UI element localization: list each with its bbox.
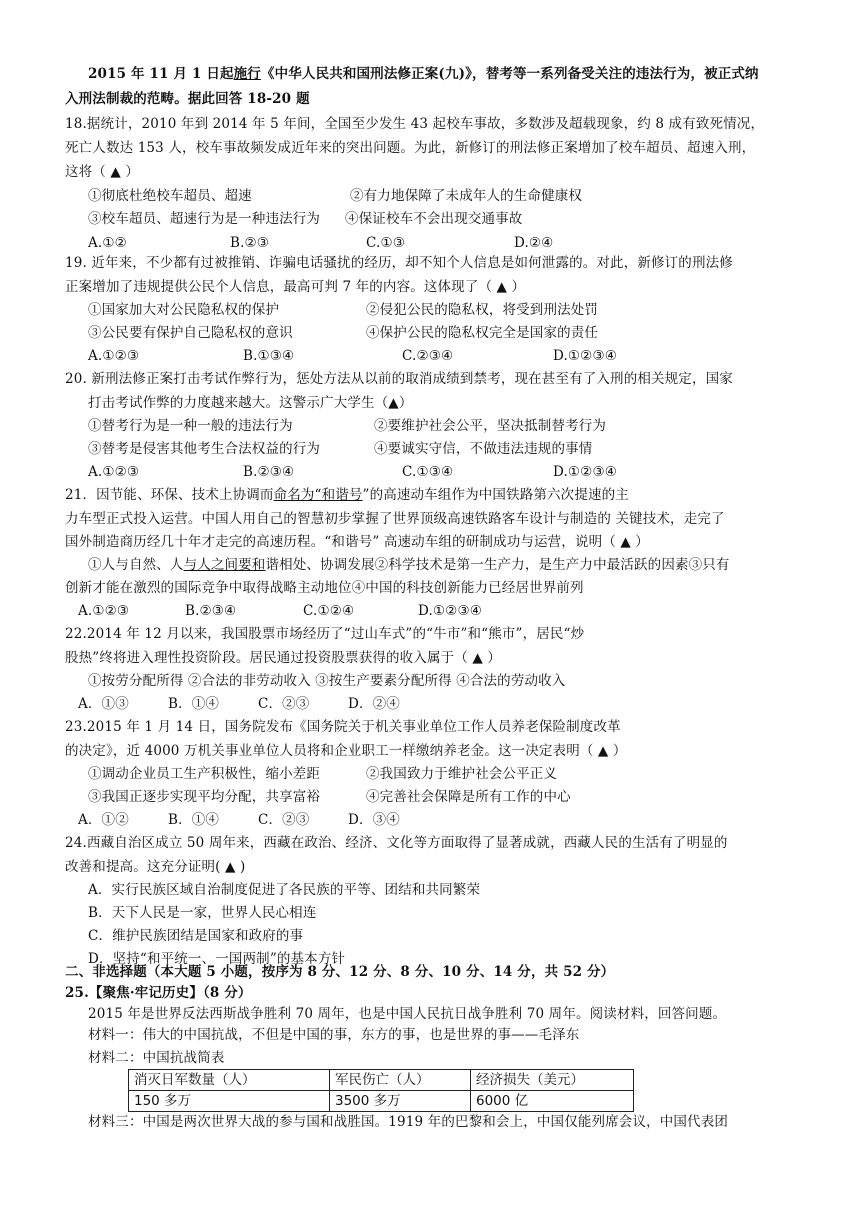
q19-option-b[interactable]: B.①③④ bbox=[243, 348, 295, 364]
q18-option-b[interactable]: B.②③ bbox=[230, 235, 270, 251]
q18-statement-4: ④保证校车不会出现交通事故 bbox=[345, 211, 523, 227]
q18-option-c[interactable]: C.①③ bbox=[366, 235, 405, 251]
q22-option-a[interactable]: A．①③ bbox=[78, 696, 129, 712]
q19-option-a[interactable]: A.①②③ bbox=[88, 348, 140, 364]
table-row bbox=[129, 1091, 634, 1112]
q18-stem-1: 18.据统计，2010 年到 2014 年 5 年间，全国至少发生 43 起校车事故，多数涉及超载现象，约 8 成有致死情况， bbox=[65, 116, 765, 132]
q20-statement-4: ④要诚实守信，不做违法违规的事情 bbox=[374, 441, 593, 457]
q19-stem-1: 19. 近年来，不少都有过被推销、诈骗电话骚扰的经历，却不知个人信息是如何泄露的。对此，新修订的刑法修 bbox=[65, 255, 733, 271]
table-header-cell: 消灭日军数量（人） bbox=[129, 1070, 330, 1091]
material-3: 材料三：中国是两次世界大战的参与国和战胜国。1919 年的巴黎和会上，中国仅能列席会议，中国代表团 bbox=[88, 1114, 728, 1130]
intro-line-1: 2015 年 11 月 1 日起施行《中华人民共和国刑法修正案(九)》，替考等一系列备受关注的违法行为，被正式纳 bbox=[88, 66, 759, 82]
q22-stem-1: 22.2014 年 12 月以来，我国股票市场经历了“过山车式”的“牛市”和“熊市”，居民“炒 bbox=[65, 626, 585, 642]
q20-stem-2: 打击考试作弊的力度越来越大。这警示广大学生（▲） bbox=[88, 395, 413, 411]
war-summary-table bbox=[128, 1069, 634, 1112]
q18-statement-2: ②有力地保障了未成年人的生命健康权 bbox=[350, 188, 583, 204]
q18-statement-1: ①彻底杜绝校车超员、超速 bbox=[88, 188, 252, 204]
q23-option-b[interactable]: B．①④ bbox=[168, 812, 220, 828]
material-2: 材料二：中国抗战简表 bbox=[88, 1050, 225, 1066]
q23-statement-4: ④完善社会保障是所有工作的中心 bbox=[366, 789, 571, 805]
q21-option-a[interactable]: A.①②③ bbox=[78, 603, 130, 619]
q19-option-d[interactable]: D.①②③④ bbox=[553, 348, 617, 364]
q24-option-c[interactable]: C．维护民族团结是国家和政府的事 bbox=[88, 928, 304, 944]
q18-stem-2: 死亡人数达 153 人，校车事故频发成近年来的突出问题。为此，新修订的刑法修正案增加了校车超员、超速入刑， bbox=[65, 140, 756, 156]
q24-option-d[interactable]: D．坚持“和平统一、一国两制”的基本方针 bbox=[88, 951, 346, 967]
q21-option-b[interactable]: B.②③④ bbox=[185, 603, 237, 619]
table-cell: 3500 多万 bbox=[330, 1091, 471, 1112]
q22-option-c[interactable]: C．②③ bbox=[258, 696, 310, 712]
q21-stem-2: 力车型正式投入运营。中国人用自己的智慧初步掌握了世界顶级高速铁路客车设计与制造的 关键技术，走完了 bbox=[65, 511, 725, 527]
q23-option-a[interactable]: A．①② bbox=[78, 812, 129, 828]
q20-statement-2: ②要维护社会公平，坚决抵制替考行为 bbox=[374, 418, 607, 434]
q24-stem-2: 改善和提高。这充分证明( ▲ ) bbox=[65, 859, 246, 875]
q23-statement-1: ①调动企业员工生产积极性，缩小差距 bbox=[88, 766, 321, 782]
q22-statements: ①按劳分配所得 ②合法的非劳动收入 ③按生产要素分配所得 ④合法的劳动收入 bbox=[88, 673, 566, 689]
q19-statement-2: ②侵犯公民的隐私权，将受到刑法处罚 bbox=[366, 302, 599, 318]
q20-option-b[interactable]: B.②③④ bbox=[243, 464, 295, 480]
q19-stem-2: 正案增加了违规提供公民个人信息，最高可判 7 年的内容。这体现了（ ▲ ） bbox=[65, 279, 526, 295]
q21-statements-2: 创新才能在激烈的国际竞争中取得战略主动地位④中国的科技创新能力已经居世界前列 bbox=[65, 580, 584, 596]
q23-statement-3: ③我国正逐步实现平均分配，共享富裕 bbox=[88, 789, 321, 805]
q19-statement-4: ④保护公民的隐私权完全是国家的责任 bbox=[366, 325, 599, 341]
q19-statement-1: ①国家加大对公民隐私权的保护 bbox=[88, 302, 280, 318]
q24-option-a[interactable]: A．实行民族区域自治制度促进了各民族的平等、团结和共同繁荣 bbox=[88, 882, 481, 898]
q21-statements-1: ①人与自然、人与人之间要和谐相处、协调发展②科学技术是第一生产力，是生产力中最活跃的因素③只有 bbox=[88, 557, 730, 573]
q20-statement-3: ③替考是侵害其他考生合法权益的行为 bbox=[88, 441, 321, 457]
q25-intro: 2015 年是世界反法西斯战争胜利 70 周年，也是中国人民抗日战争胜利 70 周年。阅读材料，回答问题。 bbox=[88, 1006, 727, 1022]
q22-stem-2: 股热”终将进入理性投资阶段。居民通过投资股票获得的收入属于（ ▲ ） bbox=[65, 650, 501, 666]
q19-statement-3: ③公民要有保护自己隐私权的意识 bbox=[88, 325, 293, 341]
q23-stem-1: 23.2015 年 1 月 14 日，国务院发布《国务院关于机关事业单位工作人员养老保险制度改革 bbox=[65, 719, 621, 735]
q19-option-c[interactable]: C.②③④ bbox=[402, 348, 454, 364]
table-header-row bbox=[129, 1070, 634, 1091]
q22-option-b[interactable]: B．①④ bbox=[168, 696, 220, 712]
table-header-cell: 经济损失（美元） bbox=[471, 1070, 634, 1091]
section-2-heading: 二、非选择题（本大题 5 小题，按序为 8 分、12 分、8 分、10 分、14 分，共 52 分） bbox=[65, 964, 615, 980]
table-cell: 6000 亿 bbox=[471, 1091, 634, 1112]
q21-option-d[interactable]: D.①②③④ bbox=[418, 603, 482, 619]
intro-line-2: 入刑法制裁的范畴。据此回答 18-20 题 bbox=[65, 91, 310, 107]
q20-stem-1: 20. 新刑法修正案打击考试作弊行为，惩处方法从以前的取消成绩到禁考，现在甚至有了入刑的相关规定，国家 bbox=[65, 371, 733, 387]
q18-statement-3: ③校车超员、超速行为是一种违法行为 bbox=[88, 211, 321, 227]
q25-title: 25.【聚焦·牢记历史】（8 分） bbox=[65, 985, 252, 1001]
q23-option-d[interactable]: D．③④ bbox=[348, 812, 400, 828]
q24-stem-1: 24.西藏自治区成立 50 周年来，西藏在政治、经济、文化等方面取得了显著成就，西藏人民的生活有了明显的 bbox=[65, 835, 728, 851]
q21-stem-3: 国外制造商历经几十年才走完的高速历程。“和谐号” 高速动车组的研制成功与运营，说明（ ▲ ） bbox=[65, 534, 649, 550]
q20-statement-1: ①替考行为是一种一般的违法行为 bbox=[88, 418, 293, 434]
q20-option-a[interactable]: A.①②③ bbox=[88, 464, 140, 480]
table-cell: 150 多万 bbox=[129, 1091, 330, 1112]
table-header-cell: 军民伤亡（人） bbox=[330, 1070, 471, 1091]
q23-stem-2: 的决定》，近 4000 万机关事业单位人员将和企业职工一样缴纳养老金。这一决定表明（ ▲ ） bbox=[65, 743, 627, 759]
q20-option-d[interactable]: D.①②③④ bbox=[553, 464, 617, 480]
q21-option-c[interactable]: C.①②④ bbox=[303, 603, 355, 619]
q23-statement-2: ②我国致力于维护社会公平正义 bbox=[366, 766, 558, 782]
q24-option-b[interactable]: B．天下人民是一家，世界人民心相连 bbox=[88, 905, 317, 921]
material-1: 材料一：伟大的中国抗战，不但是中国的事，东方的事，也是世界的事——毛泽东 bbox=[88, 1027, 580, 1043]
q18-stem-3: 这将（ ▲ ） bbox=[65, 164, 140, 180]
q18-option-d[interactable]: D.②④ bbox=[514, 235, 554, 251]
q18-option-a[interactable]: A.①② bbox=[88, 235, 127, 251]
q22-option-d[interactable]: D．②④ bbox=[348, 696, 400, 712]
q20-option-c[interactable]: C.①③④ bbox=[402, 464, 454, 480]
q21-stem-1: 21．因节能、环保、技术上协调而命名为“和谐号”的高速动车组作为中国铁路第六次提速的主 bbox=[65, 487, 629, 503]
q23-option-c[interactable]: C．②③ bbox=[258, 812, 310, 828]
